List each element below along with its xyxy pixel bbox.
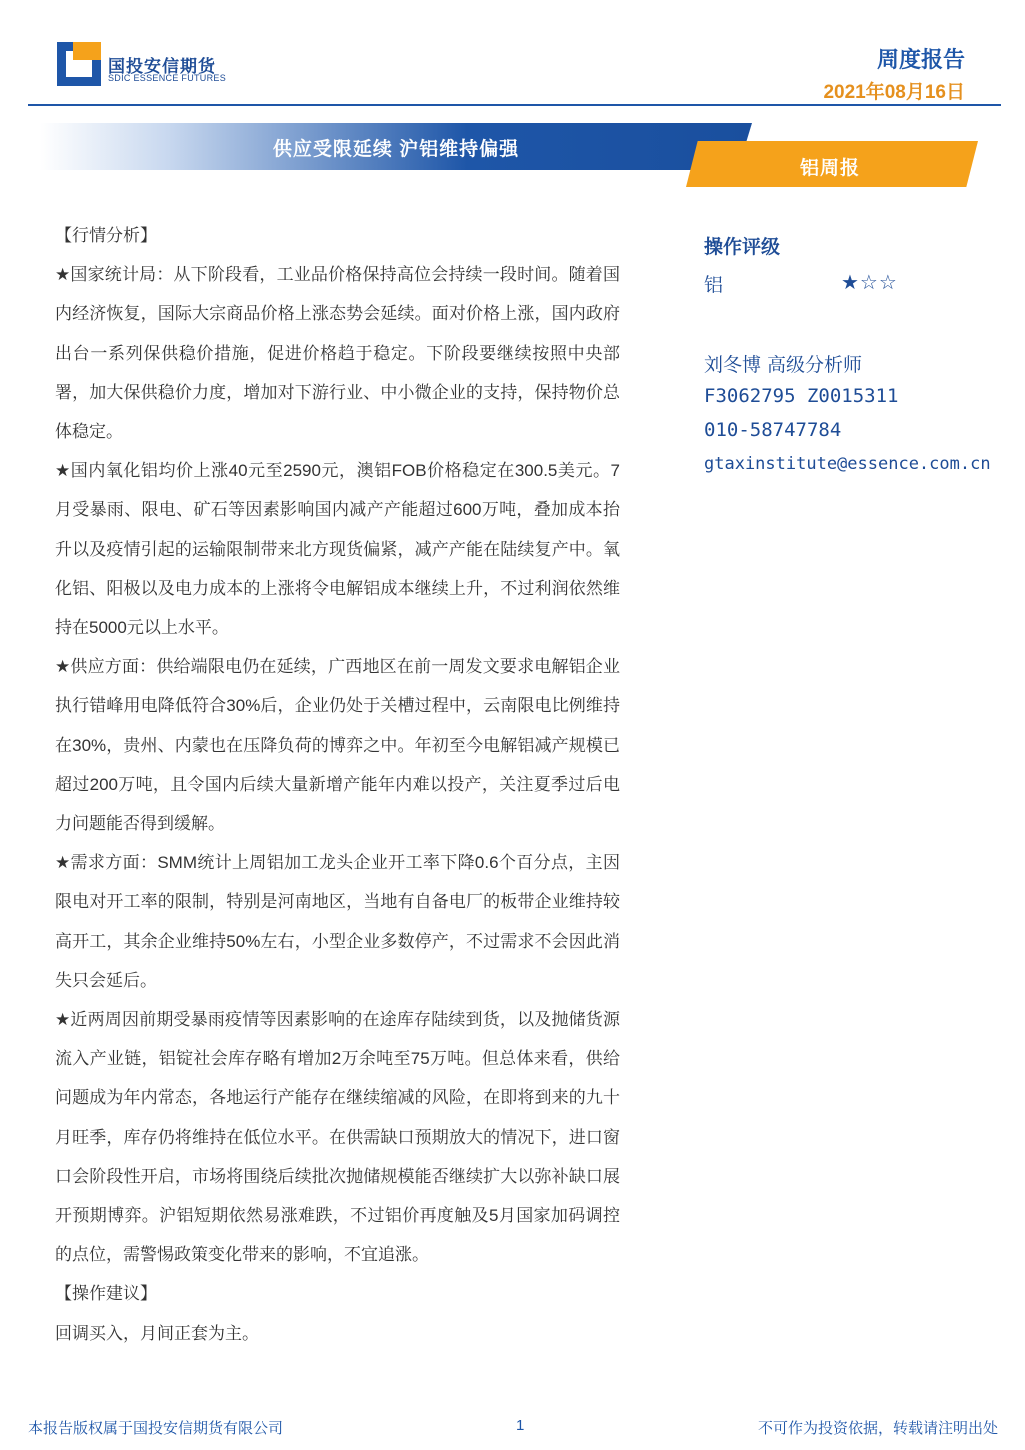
footer-copyright: 本报告版权属于国投安信期货有限公司: [28, 1420, 284, 1437]
page-number: 1: [516, 1417, 525, 1434]
analyst-name: 刘冬博 高级分析师: [704, 354, 863, 376]
rating-stars: ★☆☆: [841, 270, 898, 294]
paragraph-supply: ★供应方面：供给端限电仍在延续，广西地区在前一周发文要求电解铝企业执行错峰用电降低符合30%后，企业仍处于关槽过程中，云南限电比例维持在30%，贵州、内蒙也在压降负荷的博弈之中。年初至今电解铝减产规模已超过200万吨，且令国内后续大量新增产能年内难以投产，关注夏季过后电力问题能否得到缓解。: [55, 657, 620, 834]
paragraph-alumina: ★国内氧化铝均价上涨40元至2590元，澳铝FOB价格稳定在300.5美元。7月受暴雨、限电、矿石等因素影响国内减产产能超过600万吨，叠加成本抬升以及疫情引起的运输限制带来北方现货偏紧，减产产能在陆续复产中。氧化铝、阳极以及电力成本的上涨将令电解铝成本继续上升，不过利润依然维持在5000元以上水平。: [55, 461, 620, 638]
report-date: 2021年08月16日: [823, 82, 965, 103]
paragraph-statistics-bureau: ★国家统计局：从下阶段看，工业品价格保持高位会持续一段时间。随着国内经济恢复，国际大宗商品价格上涨态势会延续。面对价格上涨，国内政府出台一系列保供稳价措施，促进价格趋于稳定。下阶段要继续按照中央部署，加大保供稳价力度，增加对下游行业、中小微企业的支持，保持物价总体稳定。: [55, 265, 620, 442]
report-title: 供应受限延续 沪铝维持偏强: [272, 139, 520, 160]
section-heading-advice: 【操作建议】: [55, 1284, 157, 1304]
paragraph-demand: ★需求方面：SMM统计上周铝加工龙头企业开工率下降0.6个百分点，主因限电对开工率的限制，特别是河南地区，当地有自备电厂的板带企业维持较高开工，其余企业维持50%左右，小型企业多数停产，不过需求不会因此消失只会延后。: [55, 853, 620, 990]
rating-metal: 铝: [704, 274, 724, 296]
company-name-en: SDIC ESSENCE FUTURES: [108, 73, 227, 83]
analyst-phone: 010-58747784: [704, 419, 842, 441]
company-name-cn: 国投安信期货: [108, 57, 216, 76]
footer-disclaimer: 不可作为投资依据，转载请注明出处: [757, 1420, 998, 1437]
analyst-license: F3062795 Z0015311: [704, 385, 899, 407]
header-divider: [28, 104, 1001, 106]
paragraph-inventory: ★近两周因前期受暴雨疫情等因素影响的在途库存陆续到货，以及抛储货源流入产业链，铝锭社会库存略有增加2万余吨至75万吨。但总体来看，供给问题成为年内常态，各地运行产能存在继续缩减的风险，在即将到来的九十月旺季，库存仍将维持在低位水平。在供需缺口预期放大的情况下，进口窗口会阶段性开启，市场将围绕后续批次抛储规模能否继续扩大以弥补缺口展开预期博弈。沪铝短期依然易涨难跌，不过铝价再度触及5月国家加码调控的点位，需警惕政策变化带来的影响，不宜追涨。: [55, 1010, 620, 1265]
category-tag: 铝周报: [800, 158, 861, 179]
section-heading-analysis: 【行情分析】: [55, 226, 157, 245]
report-type: 周度报告: [876, 47, 965, 72]
main-content: [55, 216, 620, 1353]
logo-mark-accent: [73, 42, 101, 60]
rating-title: 操作评级: [704, 236, 781, 258]
logo: [57, 42, 101, 86]
paragraph-advice: 回调买入，月间正套为主。: [55, 1323, 259, 1343]
analyst-email[interactable]: gtaxinstitute@essence.com.cn: [704, 454, 991, 474]
